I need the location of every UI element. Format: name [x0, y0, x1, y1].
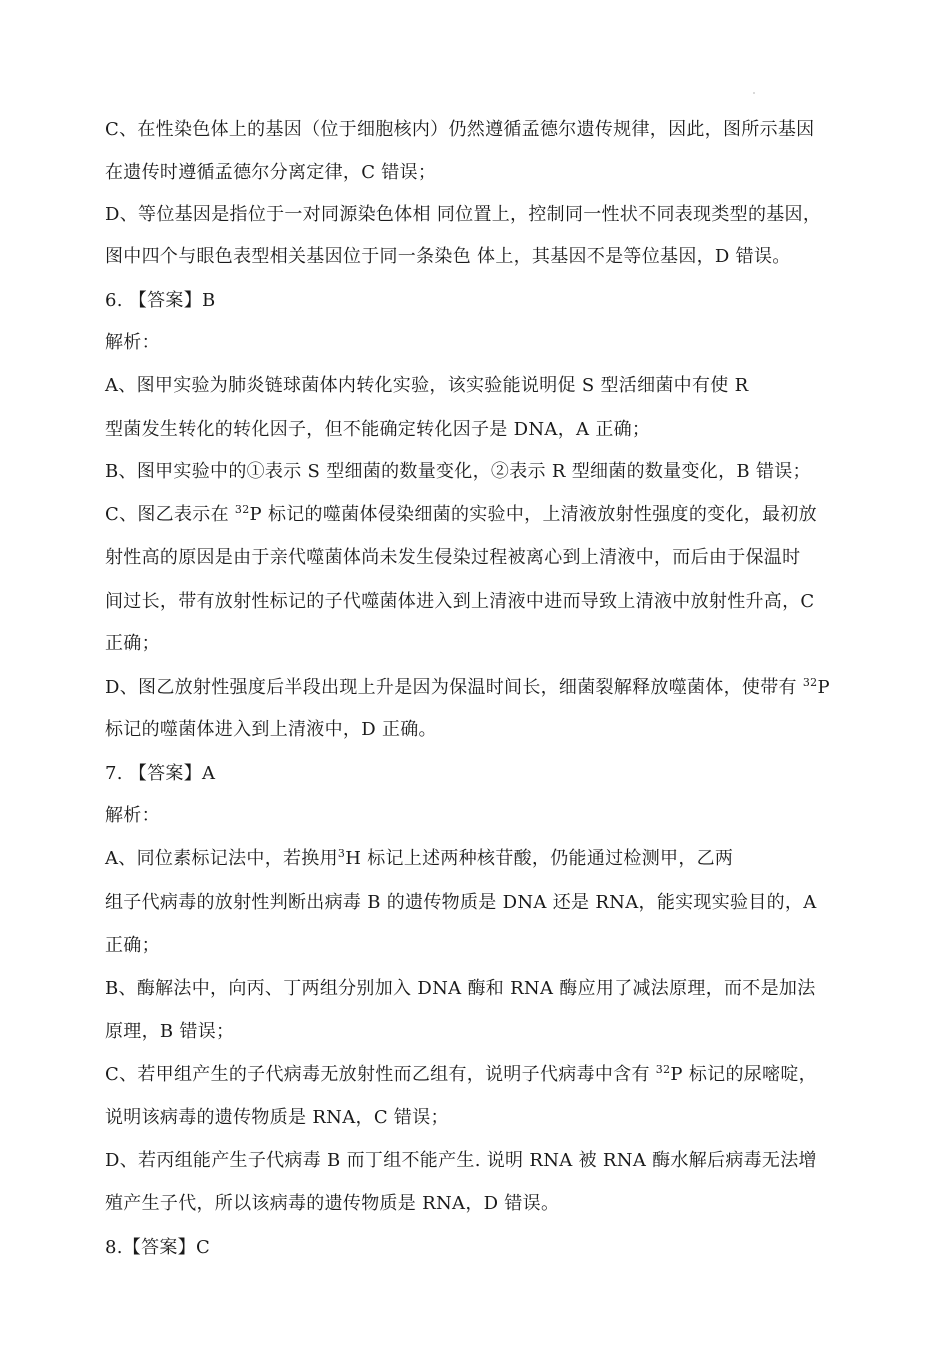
text-line: D、等位基因是指位于一对同源染色体相 同位置上，控制同一性状不同表现类型的基因，	[105, 204, 822, 225]
text-line: D、图乙放射性强度后半段出现上升是因为保温时间长，细菌裂解释放噬菌体，使带有 $^{32}$P	[105, 676, 830, 698]
superscript: 32	[655, 1063, 671, 1076]
analysis-label: 解析：	[105, 805, 160, 826]
text-line: 殖产生子代，所以该病毒的遗传物质是 RNA，D 错误。	[105, 1193, 560, 1214]
text-line: 标记的噬菌体进入到上清液中，D 正确。	[105, 719, 437, 740]
answer-heading: 7. 【答案】A	[105, 763, 216, 784]
text-line: 组子代病毒的放射性判断出病毒 B 的遗传物质是 DNA 还是 RNA，能实现实验目的，A	[105, 892, 817, 913]
page-mark	[753, 92, 755, 94]
text-line: 图中四个与眼色表型相关基因位于同一条染色 体上，其基因不是等位基因，D 错误。	[105, 246, 791, 267]
text-line: 在遗传时遵循孟德尔分离定律，C 错误；	[105, 162, 437, 183]
text-line: C、在性染色体上的基因（位于细胞核内）仍然遵循孟德尔遗传规律，因此，图所示基因	[105, 119, 815, 140]
text-line: 正确；	[105, 935, 160, 956]
text-line: A、同位素标记法中，若换用$^3$H 标记上述两种核苷酸，仍能通过检测甲，乙两	[105, 847, 734, 869]
superscript: 32	[234, 503, 250, 516]
answer-heading: 6. 【答案】B	[105, 290, 216, 311]
text-line: 正确；	[105, 633, 160, 654]
text-line: 说明该病毒的遗传物质是 RNA，C 错误；	[105, 1107, 449, 1128]
answer-heading: 8.【答案】C	[105, 1237, 211, 1258]
text-line: C、若甲组产生的子代病毒无放射性而乙组有，说明子代病毒中含有 $^{32}$P 标记的尿嘧啶，	[105, 1063, 817, 1085]
text-line: C、图乙表示在 $^{32}$P 标记的噬菌体侵染细菌的实验中，上清液放射性强度的变化，最初放	[105, 503, 817, 525]
text-line: 间过长，带有放射性标记的子代噬菌体进入到上清液中进而导致上清液中放射性升高，C	[105, 591, 815, 612]
text-line: 射性高的原因是由于亲代噬菌体尚未发生侵染过程被离心到上清液中，而后由于保温时	[105, 547, 801, 568]
text-line: D、若丙组能产生子代病毒 B 而丁组不能产生. 说明 RNA 被 RNA 酶水解后病毒无法增	[105, 1150, 817, 1171]
text-line: 型菌发生转化的转化因子，但不能确定转化因子是 DNA，A 正确；	[105, 419, 651, 440]
text-line: 原理，B 错误；	[105, 1021, 235, 1042]
superscript: 32	[802, 676, 818, 689]
text-line: B、酶解法中，向丙、丁两组分别加入 DNA 酶和 RNA 酶应用了减法原理，而不是加法	[105, 978, 816, 999]
superscript: 3	[337, 847, 346, 860]
analysis-label: 解析：	[105, 332, 160, 353]
text-line: B、图甲实验中的①表示 S 型细菌的数量变化，②表示 R 型细菌的数量变化，B 错误；	[105, 461, 811, 482]
text-line: A、图甲实验为肺炎链球菌体内转化实验，该实验能说明促 S 型活细菌中有使 R	[105, 375, 749, 396]
